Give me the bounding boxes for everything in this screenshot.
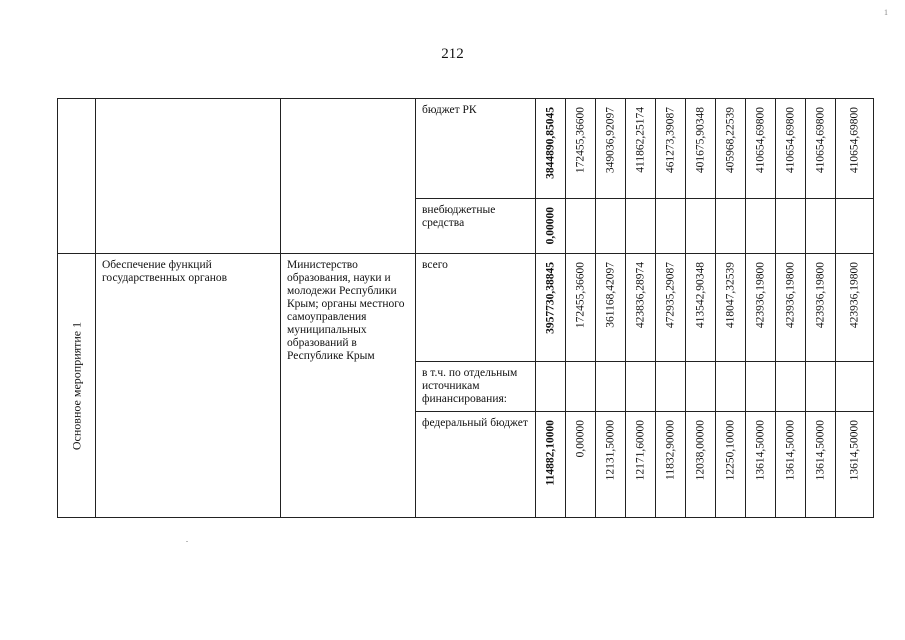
year-value: 13614,50000 (754, 419, 766, 481)
scan-speck (186, 541, 188, 542)
year-cell (716, 411, 746, 517)
source-cell (416, 361, 536, 411)
year-cell (626, 199, 656, 254)
year-cell (806, 254, 836, 361)
year-cell (656, 99, 686, 199)
year-value: 423936,19800 (784, 262, 796, 329)
year-cell (686, 411, 716, 517)
year-value: 361168,42097 (604, 262, 616, 329)
year-cell (746, 199, 776, 254)
year-cell (596, 411, 626, 517)
corner-mark: 1 (884, 8, 888, 17)
year-value: 12171,60000 (634, 419, 646, 481)
table-row (58, 254, 874, 361)
year-cell (776, 99, 806, 199)
funding-source: всего (422, 259, 448, 272)
year-cell (746, 411, 776, 517)
year-cell (836, 99, 874, 199)
year-cell (806, 199, 836, 254)
total-value: 114882,10000 (544, 419, 556, 486)
year-cell (596, 199, 626, 254)
total-cell (536, 199, 566, 254)
year-cell (836, 411, 874, 517)
total-value: 3957730,38845 (544, 262, 556, 335)
year-cell (716, 199, 746, 254)
source-cell (416, 254, 536, 361)
source-cell (416, 199, 536, 254)
year-value: 12250,10000 (724, 419, 736, 481)
year-value: 13614,50000 (848, 419, 860, 481)
total-cell (536, 99, 566, 199)
year-value: 410654,69800 (848, 107, 860, 174)
year-value: 423936,19800 (754, 262, 766, 329)
name-cell-continued (96, 99, 281, 254)
year-value: 12131,50000 (604, 419, 616, 481)
year-value: 423936,19800 (814, 262, 826, 329)
year-value: 423936,19800 (848, 262, 860, 329)
activity-executor: Министерство образования, науки и молодежи Республики Крым; органы местного самоуправления муниципальных образований в Республике Крым (287, 259, 405, 363)
year-value: 0,00000 (574, 419, 586, 458)
year-value: 172455,36600 (574, 262, 586, 329)
year-value: 413542,90348 (694, 262, 706, 329)
activity-executor-cell (281, 254, 416, 518)
year-cell (626, 361, 656, 411)
year-cell (686, 99, 716, 199)
source-cell (416, 411, 536, 517)
year-cell (626, 254, 656, 361)
year-cell (566, 411, 596, 517)
year-cell (776, 361, 806, 411)
year-cell (776, 254, 806, 361)
table-row (58, 99, 874, 199)
year-cell (746, 99, 776, 199)
funding-source: внебюджетные средства (422, 204, 496, 230)
year-value: 410654,69800 (754, 107, 766, 174)
year-cell (566, 254, 596, 361)
activity-label: Основное мероприятие 1 (69, 321, 83, 450)
year-cell (716, 99, 746, 199)
year-value: 410654,69800 (784, 107, 796, 174)
year-cell (686, 254, 716, 361)
year-cell (746, 361, 776, 411)
year-cell (746, 254, 776, 361)
year-value: 13614,50000 (784, 419, 796, 481)
executor-cell-continued (281, 99, 416, 254)
total-cell (536, 411, 566, 517)
year-cell (656, 361, 686, 411)
total-value: 3844890,85045 (544, 107, 556, 179)
total-value: 0,00000 (544, 207, 556, 245)
year-cell (596, 361, 626, 411)
year-cell (626, 99, 656, 199)
year-cell (806, 99, 836, 199)
year-cell (656, 254, 686, 361)
year-cell (596, 254, 626, 361)
year-value: 11832,90000 (664, 419, 676, 480)
year-value: 461273,39087 (664, 107, 676, 174)
total-cell (536, 361, 566, 411)
label-cell-continued (58, 99, 96, 254)
year-value: 410654,69800 (814, 107, 826, 174)
year-cell (566, 361, 596, 411)
activity-name: Обеспечение функций государственных органов (102, 259, 228, 285)
funding-source: бюджет РК (422, 104, 477, 116)
funding-source: федеральный бюджет (422, 416, 528, 429)
year-value: 12038,00000 (694, 419, 706, 481)
year-cell (686, 199, 716, 254)
year-cell (776, 411, 806, 517)
year-cell (806, 411, 836, 517)
activity-label-cell (58, 254, 96, 518)
year-cell (686, 361, 716, 411)
source-cell (416, 99, 536, 199)
year-value: 349036,92097 (604, 107, 616, 174)
year-value: 411862,25174 (634, 107, 646, 173)
activity-name-cell (96, 254, 281, 518)
funding-source: в т.ч. по отдельным источникам финансирования: (422, 366, 518, 405)
year-value: 423836,28974 (634, 262, 646, 329)
year-cell (776, 199, 806, 254)
year-value: 401675,90348 (694, 107, 706, 174)
year-cell (626, 411, 656, 517)
year-cell (836, 199, 874, 254)
year-value: 13614,50000 (814, 419, 826, 481)
year-cell (656, 199, 686, 254)
total-cell (536, 254, 566, 361)
year-cell (716, 254, 746, 361)
page-number: 212 (441, 46, 464, 62)
year-value: 472935,29087 (664, 262, 676, 329)
year-value: 418047,32539 (724, 262, 736, 329)
year-cell (836, 361, 874, 411)
year-cell (806, 361, 836, 411)
year-cell (566, 199, 596, 254)
year-cell (596, 99, 626, 199)
year-cell (716, 361, 746, 411)
year-value: 405968,22539 (724, 107, 736, 174)
budget-table (57, 98, 874, 518)
year-value: 172455,36600 (574, 107, 586, 174)
year-cell (656, 411, 686, 517)
year-cell (566, 99, 596, 199)
year-cell (836, 254, 874, 361)
